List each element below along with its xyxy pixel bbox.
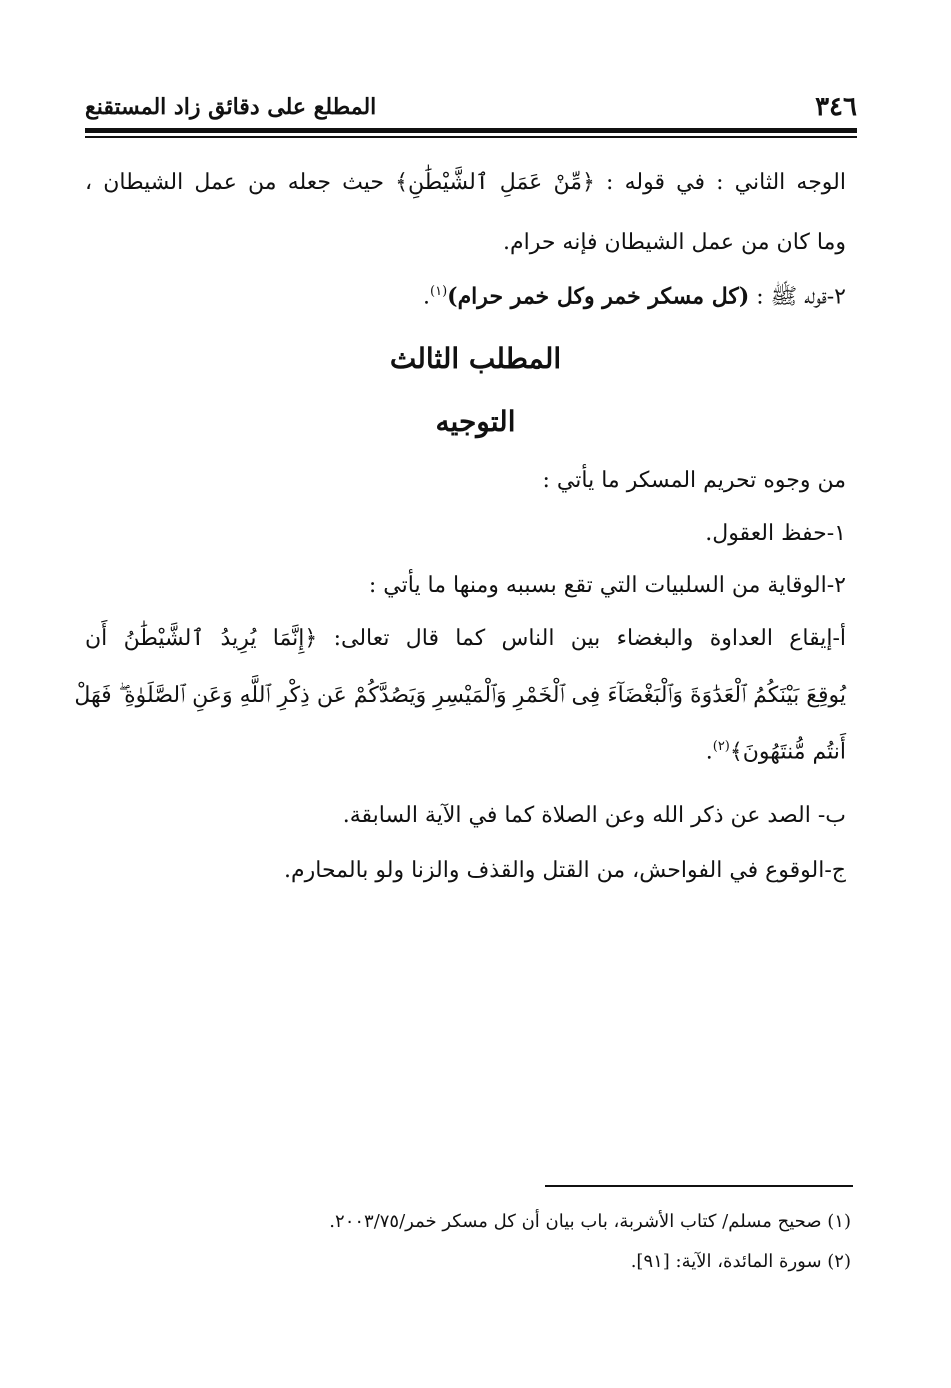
page-header <box>85 92 857 126</box>
body-line-1: الوجه الثاني : في قوله : ﴿مِّنْ عَمَلِ ٱلشَّيْطَٰنِ﴾ حيث جعله من عمل الشيطان ، <box>85 170 846 195</box>
body-line-8: يُوقِعَ بَيْنَكُمُ ٱلْعَدَٰوَةَ وَٱلْبَغْضَآءَ فِى ٱلْخَمْرِ وَٱلْمَيْسِرِ وَيَصُدَّكُمْ عَن ذِكْرِ ٱللَّهِ وَعَنِ ٱلصَّلَوٰةِ ۖ فَهَلْ <box>74 683 846 708</box>
hadith-end: . <box>423 284 431 310</box>
footnote-1: (١) صحيح مسلم/ كتاب الأشربة، باب بيان أن كل مسكر خمر/٢٠٠٣/٧٥. <box>329 1211 851 1232</box>
page-number: ٣٤٦ <box>815 92 857 122</box>
running-title: المطلع على دقائق زاد المستقنع <box>85 94 377 120</box>
body-line-4: من وجوه تحريم المسكر ما يأتي : <box>542 468 846 493</box>
verse-end-dot: . <box>705 739 713 765</box>
body-line-9 <box>706 740 846 763</box>
verse-end: أَنتُم مُّنتَهُونَ﴾ <box>729 739 846 765</box>
header-rule-thick <box>85 128 857 133</box>
body-line-6: ٢-الوقاية من السلبيات التي تقع بسببه ومنها ما يأتي : <box>368 573 846 598</box>
footnote-2: (٢) سورة المائدة، الآية: [٩١]. <box>630 1251 851 1272</box>
section-heading: المطلب الثالث <box>389 342 562 375</box>
hadith-intro: ٢-قوله ﷺ : <box>749 284 846 310</box>
section-subheading: التوجيه <box>435 405 516 438</box>
body-line-7: أ-إيقاع العداوة والبغضاء بين الناس كما قال تعالى: ﴿إِنَّمَا يُرِيدُ ٱلشَّيْطَٰنُ أَن <box>85 626 846 651</box>
body-line-3 <box>423 285 846 308</box>
hadith-text: (كل مسكر خمر وكل خمر حرام) <box>447 283 750 310</box>
body-line-10: ب- الصد عن ذكر الله وعن الصلاة كما في الآية السابقة. <box>342 803 846 828</box>
body-line-5: ١-حفظ العقول. <box>705 521 846 546</box>
body-line-11: ج-الوقوع في الفواحش، من القتل والقذف والزنا ولو بالمحارم. <box>284 858 846 883</box>
footnote-ref-2[interactable]: (٢) <box>712 739 730 754</box>
header-rule-thin <box>85 136 857 138</box>
footnote-ref-1[interactable]: (١) <box>430 284 448 299</box>
body-line-2: وما كان من عمل الشيطان فإنه حرام. <box>502 230 846 255</box>
footnote-rule <box>545 1185 853 1187</box>
